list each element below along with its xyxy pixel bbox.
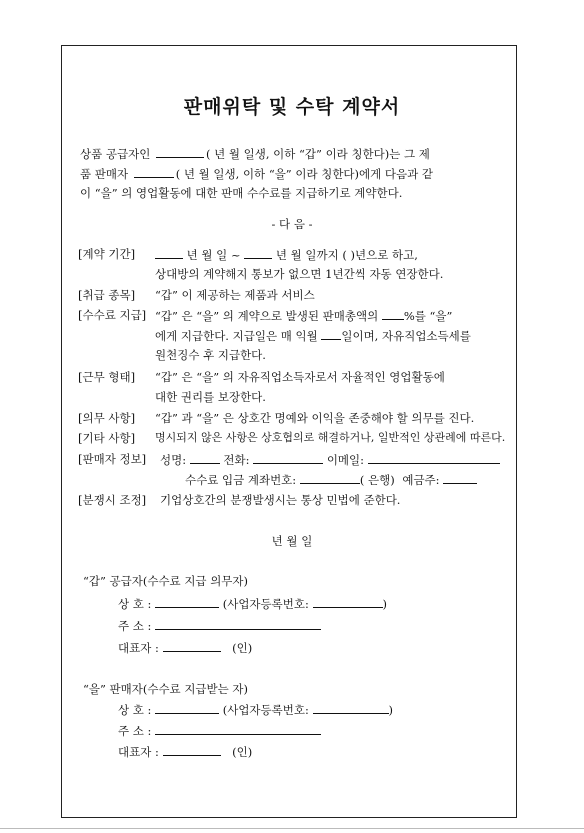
party-a-rep-field[interactable] [163,640,221,652]
supplier-name-blank[interactable] [156,146,204,158]
dispute-text: 기업상호간의 분쟁발생시는 통상 민법에 준한다. [160,493,401,507]
duty-text: “갑” 과 “을” 은 상호간 명예와 이익을 존중해야 할 의무를 진다. [155,411,475,425]
seller-name-blank[interactable] [134,166,174,178]
etc-text: 명시되지 않은 사항은 상호협의로 해결하거나, 일반적인 상관례에 따른다. [155,431,506,444]
seller-info-line-2: 수수료 입금 계좌번호: ( 은행) 예금주: [185,472,477,487]
duty-label: [의무 사항] [78,411,136,425]
work-label: [근무 형태] [78,370,136,384]
period-line-2: 상대방의 계약해지 통보가 없으면 1년간씩 자동 연장한다. [155,267,444,281]
depositor-field[interactable] [443,472,477,484]
intro-line-2: 품 판매자 ( 년 월 일생, 이하 “을” 이라 칭한다)에게 다음과 같 [80,167,433,181]
fee-label: [수수료 지급] [78,308,147,322]
etc-label: [기타 사항] [78,431,136,445]
work-line-2: 대한 권리를 보장한다. [155,390,266,404]
dispute-label: [분쟁시 조정] [78,493,147,507]
party-b-address-field[interactable] [155,723,321,735]
party-b-rep-field[interactable] [163,744,221,756]
document-title: 판매위탁 및 수탁 계약서 [183,96,401,118]
pay-day-blank[interactable] [321,328,341,340]
party-b-address-row: 주 소 : [118,723,321,738]
items-text: “갑” 이 제공하는 제품과 서비스 [155,288,315,302]
period-label: [계약 기간] [78,247,136,261]
fee-line-1: “갑” 은 “을” 의 계약으로 발생된 판매총액의 %를 “을” [155,309,453,323]
account-number-field[interactable] [300,472,360,484]
party-b-heading: “을” 판매자(수수료 지급받는 자) [83,682,249,696]
page-bottom-rule [0,828,584,829]
seller-info-label: [판매자 정보] [78,452,147,466]
party-a-address-field[interactable] [155,618,321,630]
intro-line-1: 상품 공급자인 ( 년 월 일생, 이하 “갑” 이라 칭한다)는 그 제 [80,147,430,161]
party-b-company-row: 상 호 : (사업자등록번호: ) [118,703,393,717]
end-year-blank[interactable] [244,247,272,259]
party-a-address-row: 주 소 : [118,618,321,633]
party-b-rep-row: 대표자 : (인) [118,745,253,759]
work-line-1: “갑” 은 “을” 의 자유직업소득자로서 자율적인 영업활동에 [155,370,445,384]
fee-line-3: 원천징수 후 지급한다. [155,348,266,362]
seller-email-field[interactable] [368,452,500,464]
seller-name-field[interactable] [190,452,220,464]
period-line-1: 년 월 일 ~ 년 월 일까지 ( )년으로 하고, [155,247,418,262]
fee-line-2: 에게 지급한다. 지급일은 매 익월 일이며, 자유직업소득세를 [155,329,471,343]
start-year-blank[interactable] [155,247,183,259]
seller-info-line-1: 성명: 전화: 이메일: [160,452,500,467]
party-a-company-row: 상 호 : (사업자등록번호: ) [118,597,387,611]
party-a-rep-row: 대표자 : (인) [118,641,253,655]
items-label: [취급 종목] [78,288,136,302]
party-b-reg-field[interactable] [313,702,389,714]
party-a-company-field[interactable] [155,596,219,608]
fee-percent-blank[interactable] [382,308,404,320]
party-a-heading: “갑” 공급자(수수료 지급 의무자) [83,574,249,588]
party-a-reg-field[interactable] [313,596,383,608]
seller-phone-field[interactable] [253,452,323,464]
contract-date: 년 월 일 [271,534,313,548]
intro-line-3: 이 “을” 의 영업활동에 대한 판매 수수료를 지급하기로 계약한다. [80,186,403,200]
party-b-company-field[interactable] [155,702,219,714]
section-heading: - 다 음 - [271,217,313,231]
